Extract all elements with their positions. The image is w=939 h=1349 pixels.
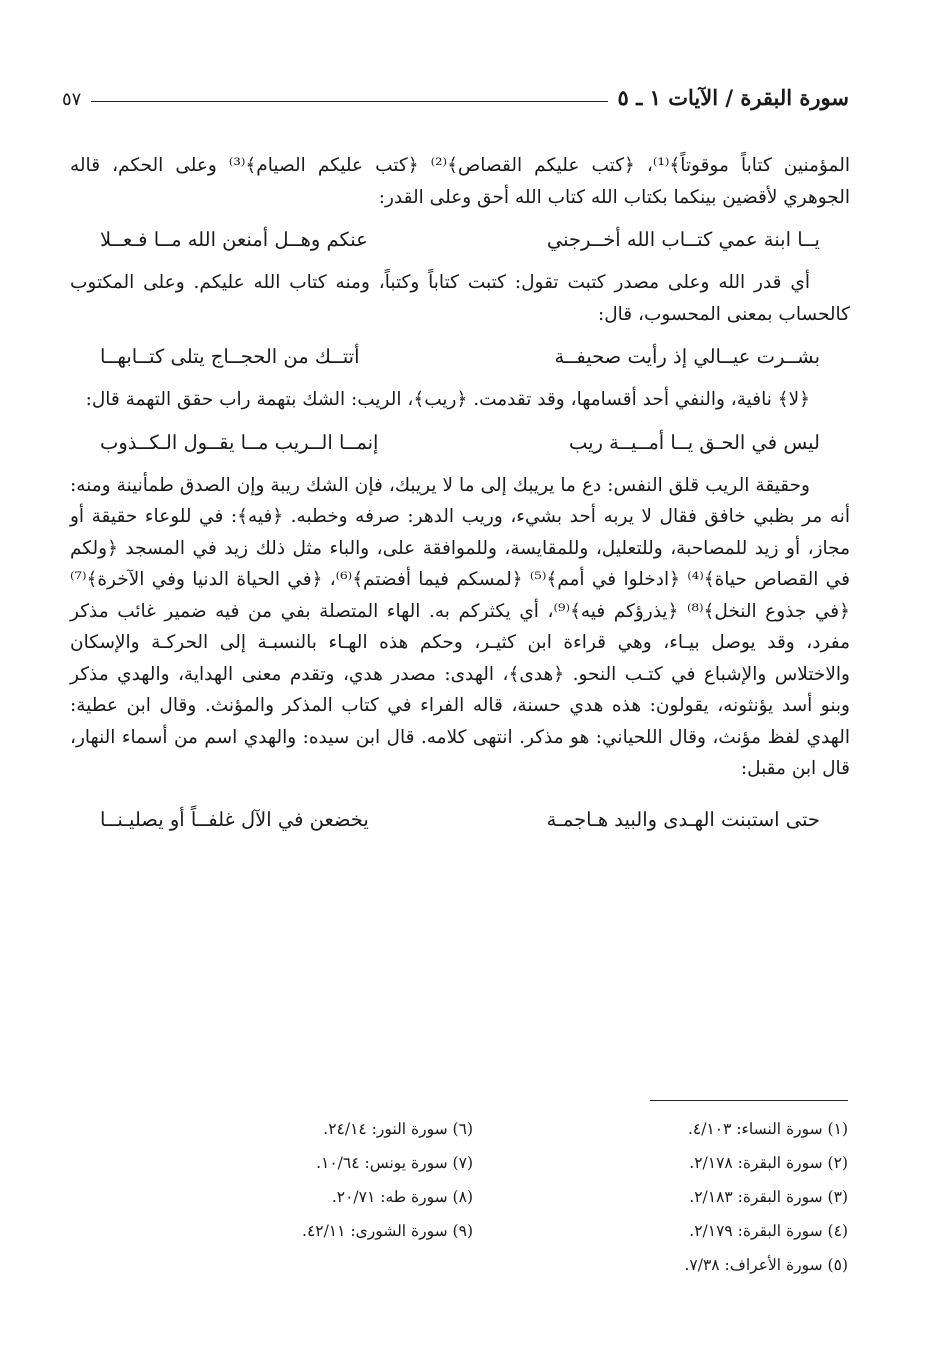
header-title: سورة البقرة / الآيات ١ ـ ٥ <box>617 85 849 110</box>
paragraph-2: أي قدر الله وعلى مصدر كتبت تقول: كتبت كتاباً وكتباً، ومنه كتاب الله عليكم. وعلى المكتوب كالحساب بمعنى المحسوب، قال: <box>70 272 850 325</box>
paragraph-4: وحقيقة الريب قلق النفس: دع ما يريبك إلى ما لا يريبك، فإن الشك ريبة وإن الصدق طمأنينة ومنه: أنه مر بظبي خافق فقال لا يربه أحد بشيء، وريب الدهر: صرفه وخطبه. ﴿فيه﴾: في للوعاء حقيقة أو مجاز، أو زيد للمصاحبة، وللتعليل، وللمقايسة، وللموافقة على، والباء مثل ذلك زيد في المسجد ﴿ولكم في القصاص حياة﴾⁽⁴⁾ ﴿ادخلوا في أمم﴾⁽⁵⁾ ﴿لمسكم فيما أفضتم﴾⁽⁶⁾، ﴿في الحياة الدنيا وفي الآخرة﴾⁽⁷⁾ ﴿في جذوع النخل﴾⁽⁸⁾ ﴿يذرؤكم فيه﴾⁽⁹⁾، أي يكثركم به. الهاء المتصلة بفي من فيه ضمير غائب مذكر مفرد، وقد يوصل بيـاء، وهي قراءة ابن كثيـر، وحكم هذه الهـاء بالنسبـة إلى الحركـة والإسكان والاختلاس والإشباع في كتـب النحو. ﴿هدى﴾، الهدى: مصدر هدي، وتقدم معنى الهداية، والهدي مذكر وبنو أسد يؤنثونه، يقولون: هذه هدي حسنة، قاله الفراء في كتاب المذكر والمؤنث. وقال ابن عطية: الهدي لفظ مؤنث، وقال اللحياني: هو مذكر. انتهى كلامه. قال ابن سيده: والهدي اسم من أسماء النهار، قال ابن مقبل: <box>70 474 851 779</box>
verse-1-second-hemistich: عنكم وهــل أمنعن الله مــا فـعــلا <box>100 228 368 251</box>
verse-1 <box>70 223 850 257</box>
footnote-separator <box>650 1100 848 1101</box>
footnotes-right-column <box>618 1112 848 1282</box>
header-rule <box>91 101 607 102</box>
footnote-1: (١) سورة النساء: ٤/١٠٣. <box>687 1120 848 1138</box>
page-number: ٥٧ <box>62 89 82 110</box>
verse-4 <box>70 803 850 837</box>
paragraph-1: المؤمنين كتاباً موقوتاً﴾⁽¹⁾، ﴿كتب عليكم القصاص﴾⁽²⁾ ﴿كتب عليكم الصيام﴾⁽³⁾ وعلى الحكم، قاله الجوهري لأقضين بينكما بكتاب الله كتاب الله أحق وعلى القدر: <box>70 155 850 208</box>
verse-4-second-hemistich: يخضعن في الآل غلفــاً أو يصليـنــا <box>100 807 369 831</box>
running-header <box>62 70 849 110</box>
footnotes-left-column <box>243 1112 473 1248</box>
footnotes <box>220 1112 848 1292</box>
verse-3 <box>70 426 850 460</box>
footnote-5: (٥) سورة الأعراف: ٧/٣٨. <box>684 1256 848 1274</box>
paragraph-3: ﴿لا﴾ نافية، والنفي أحد أقسامها، وقد تقدمت. ﴿ريب﴾، الريب: الشك بتهمة راب حقق التهمة قال: <box>85 389 810 410</box>
footnote-8: (٨) سورة طه: ٢٠/٧١. <box>331 1188 473 1206</box>
footnote-4: (٤) سورة البقرة: ٢/١٧٩. <box>689 1222 848 1240</box>
main-text <box>70 150 850 847</box>
footnote-7: (٧) سورة يونس: ١٠/٦٤. <box>316 1154 473 1172</box>
footnote-9: (٩) سورة الشورى: ٤٢/١١. <box>302 1222 473 1240</box>
verse-4-first-hemistich: حتى استبنت الهـدى والبيد هـاجمـة <box>546 807 820 831</box>
footnote-2: (٢) سورة البقرة: ٢/١٧٨. <box>689 1154 848 1172</box>
verse-3-second-hemistich: إنمــا الــريب مــا يقــول الـكــذوب <box>100 430 379 454</box>
verse-3-first-hemistich: ليس في الحـق يــا أمــيــة ريب <box>568 430 820 454</box>
footnote-3: (٣) سورة البقرة: ٢/١٨٣. <box>689 1188 848 1206</box>
verse-2-first-hemistich: بشــرت عيــالي إذ رأيت صحيفــة <box>554 345 820 368</box>
verse-2-second-hemistich: أتتــك من الحجــاج يتلى كتــابهــا <box>100 345 360 368</box>
verse-1-first-hemistich: يــا ابنة عمي كتــاب الله أخــرجني <box>546 228 820 251</box>
footnote-6: (٦) سورة النور: ٢٤/١٤. <box>323 1120 473 1138</box>
verse-2 <box>70 340 850 374</box>
